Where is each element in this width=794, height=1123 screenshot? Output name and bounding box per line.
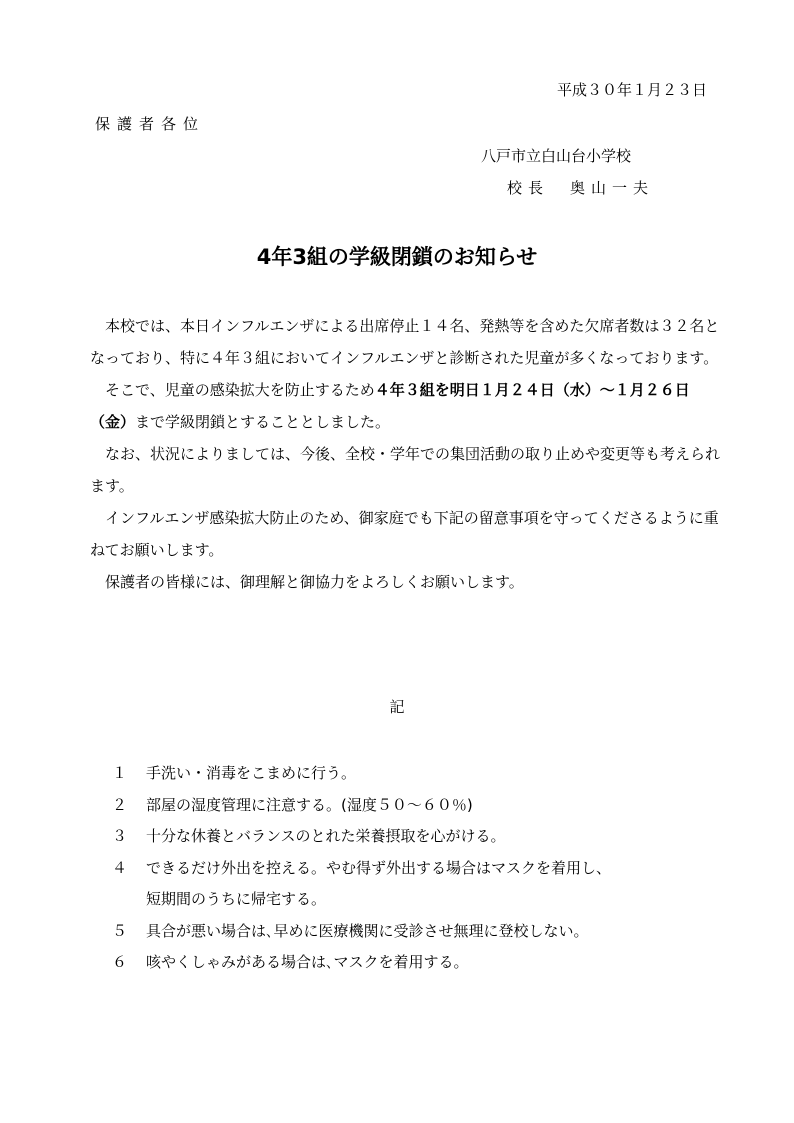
item-text: できるだけ外出を控える。やむ得ず外出する場合はマスクを着用し、 短期間のうちに帰宅する。 <box>146 853 611 916</box>
list-item <box>112 916 732 948</box>
item-number: ６ <box>112 953 128 971</box>
paragraph-2 <box>90 374 720 438</box>
precaution-list <box>112 758 732 979</box>
item-text-continuation: 短期間のうちに帰宅する。 <box>146 890 327 908</box>
item-text: 十分な休養とバランスのとれた栄養摂取を心がける。 <box>146 827 506 845</box>
paragraph-3: なお、状況によりましては、今後、全校・学年での集団活動の取り止めや変更等も考えられます。 <box>90 445 721 495</box>
principal-name: 校長 奥山一夫 <box>507 179 655 197</box>
paragraph-2-end: まで学級閉鎖とすることとしました。 <box>135 413 391 431</box>
list-item <box>112 758 732 790</box>
school-name: 八戸市立白山台小学校 <box>481 147 632 165</box>
item-number: ３ <box>112 827 128 845</box>
paragraph-5: 保護者の皆様には、御理解と御協力をよろしくお願いします。 <box>90 573 524 591</box>
list-item <box>112 790 732 822</box>
closure-period: ４年３組を明日１月２４日（水）～１月２６日（金） <box>90 381 690 431</box>
paragraph-1: 本校では、本日インフルエンザによる出席停止１４名、発熱等を含めた欠席者数は３２名となっており、特に４年３組においてインフルエンザと診断された児童が多くなっております。 <box>90 317 720 367</box>
item-number: ２ <box>112 795 128 814</box>
list-item <box>112 947 732 979</box>
paragraph-2-intro: そこで、児童の感染拡大を防止するため <box>90 381 375 399</box>
ki-label: 記 <box>389 698 405 716</box>
item-number: １ <box>112 764 128 782</box>
item-number: ４ <box>112 858 128 877</box>
item-text: 部屋の湿度管理に注意する。(湿度５０～６０％) <box>146 795 473 814</box>
body-text <box>90 310 720 598</box>
paragraph-4: インフルエンザ感染拡大防止のため、御家庭でも下記の留意事項を守ってくださるように重ねてお願いします。 <box>90 509 719 559</box>
addressee: 保護者各位 <box>95 115 206 133</box>
list-item <box>112 853 732 916</box>
document-title: 4年3組の学級閉鎖のお知らせ <box>256 245 538 269</box>
item-text: 具合が悪い場合は､早めに医療機関に受診させ無理に登校しない。 <box>146 921 589 940</box>
item-number: ５ <box>112 921 128 940</box>
item-text: 手洗い・消毒をこまめに行う。 <box>146 764 357 782</box>
issue-date: 平成３０年１月２３日 <box>556 81 707 99</box>
list-item <box>112 821 732 853</box>
item-text: 咳やくしゃみがある場合は､マスクを着用する。 <box>146 953 469 971</box>
